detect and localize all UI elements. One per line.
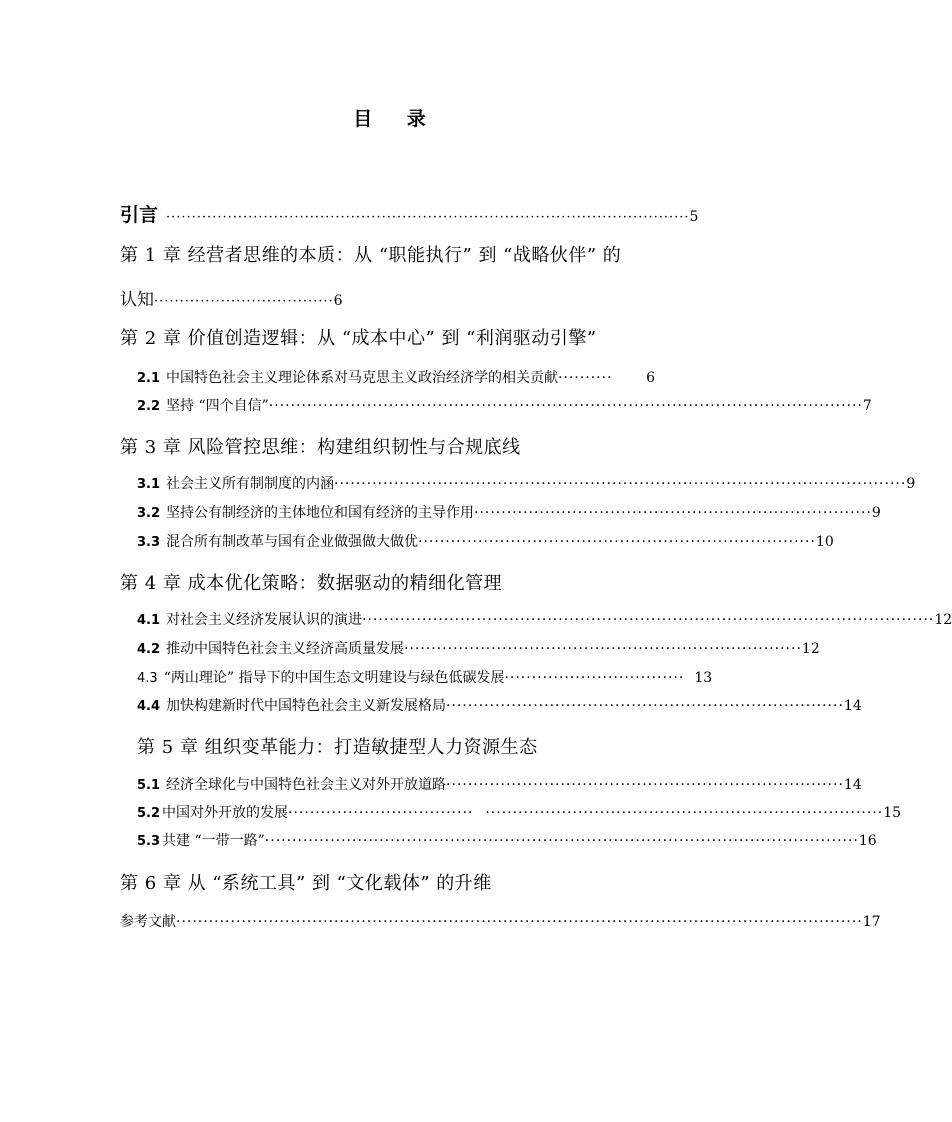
- toc-entry-3-2[interactable]: [137, 502, 881, 522]
- section-number: 4.3: [137, 671, 158, 686]
- toc-page: 9: [906, 476, 916, 492]
- toc-label: 认知: [120, 290, 154, 310]
- toc-entry-4-3[interactable]: [137, 667, 713, 687]
- section-number: 4.4: [137, 699, 161, 714]
- toc-entry-2-1[interactable]: [137, 367, 655, 387]
- leader-dots: ··································: [288, 805, 474, 821]
- toc-page: 14: [843, 777, 862, 793]
- toc-entry-3-3[interactable]: [137, 531, 834, 551]
- section-number: 5.2: [137, 806, 161, 821]
- page-title: 目 录: [353, 108, 440, 130]
- toc-entry-5-3[interactable]: [137, 830, 877, 850]
- toc-page: 6: [333, 293, 343, 309]
- toc-page: 16: [858, 833, 877, 849]
- toc-label: 坚持公有制经济的主体地位和国有经济的主导作用: [166, 505, 475, 521]
- toc-entry-ch6[interactable]: [120, 869, 492, 895]
- toc-page: 12: [934, 612, 952, 628]
- section-number: 3.2: [137, 506, 161, 521]
- toc-entry-ch5[interactable]: [137, 733, 538, 759]
- toc-label: 推动中国特色社会主义经济高质量发展: [166, 641, 405, 657]
- leader-dots: ·········································································: [474, 505, 872, 521]
- toc-label: 混合所有制改革与国有企业做强做大做优: [166, 534, 419, 550]
- toc-label: 参考文献: [120, 914, 176, 930]
- toc-page: 6: [646, 370, 655, 386]
- leader-dots: ·································: [504, 670, 685, 686]
- toc-label: 社会主义所有制制度的内涵: [166, 476, 335, 492]
- toc-page: 15: [883, 805, 902, 821]
- toc-page: 7: [862, 398, 872, 414]
- toc-label: 经济全球化与中国特色社会主义对外开放道路: [166, 777, 447, 793]
- section-number: 2.2: [137, 399, 161, 414]
- toc-page: 10: [815, 534, 834, 550]
- toc-page: 17: [862, 914, 881, 930]
- toc-entry-ch3[interactable]: [120, 433, 521, 459]
- section-number: 2.1: [137, 371, 161, 386]
- toc-entry-4-2[interactable]: [137, 638, 820, 658]
- toc-label: 第 2 章 价值创造逻辑：从 “成本中心” 到 “利润驱动引擎”: [120, 328, 597, 349]
- leader-dots: ······························································································································: [176, 914, 863, 930]
- toc-label: 第 6 章 从 “系统工具” 到 “文化载体” 的升维: [120, 873, 492, 894]
- toc-label: 对社会主义经济发展认识的演进: [166, 612, 363, 628]
- toc-label: 第 4 章 成本优化策略：数据驱动的精细化管理: [120, 573, 503, 594]
- toc-page: 13: [694, 670, 713, 686]
- leader-dots: ·············································································································: [268, 398, 863, 414]
- toc-label: 坚持 “四个自信”: [166, 398, 269, 414]
- section-number: 4.1: [137, 613, 161, 628]
- leader-dots: ··········: [558, 370, 613, 386]
- toc-entry-ch1[interactable]: [120, 241, 621, 267]
- toc-label: 中国对外开放的发展: [162, 805, 289, 821]
- leader-dots: ·········································································: [404, 641, 802, 657]
- leader-dots: ······································································································: [166, 210, 690, 225]
- toc-entry-5-2[interactable]: [137, 802, 902, 822]
- toc-page: 14: [843, 698, 862, 714]
- toc-entry-3-1[interactable]: [137, 473, 916, 493]
- toc-label: “两山理论” 指导下的中国生态文明建设与绿色低碳发展: [163, 670, 505, 686]
- section-number: 4.2: [137, 642, 161, 657]
- section-number: 3.3: [137, 535, 161, 550]
- toc-entry-ch4[interactable]: [120, 569, 502, 595]
- leader-dots: ·········································································: [418, 534, 816, 550]
- section-number: 5.3: [137, 834, 161, 849]
- leader-dots: ·············································································································: [264, 833, 859, 849]
- toc-label: 共建 “一带一路”: [162, 833, 265, 849]
- toc-page: 12: [801, 641, 820, 657]
- leader-dots: ···································: [154, 294, 334, 309]
- toc-entry-ch1-cont[interactable]: [120, 285, 343, 310]
- toc-entry-references[interactable]: [120, 911, 881, 931]
- toc-label: 加快构建新时代中国特色社会主义新发展格局: [166, 698, 447, 714]
- toc-entry-ch2[interactable]: [120, 324, 597, 350]
- toc-entry-4-4[interactable]: [137, 695, 862, 715]
- section-number: 5.1: [137, 778, 161, 793]
- leader-dots: ·········································································································: [334, 476, 907, 492]
- toc-label: 第 3 章 风险管控思维：构建组织韧性与合规底线: [120, 437, 521, 458]
- toc-label: 第 1 章 经营者思维的本质：从 “职能执行” 到 “战略伙伴” 的: [120, 245, 622, 266]
- leader-dots: ·········································································: [446, 698, 844, 714]
- leader-dots: ·········································································: [485, 805, 884, 821]
- toc-entry-5-1[interactable]: [137, 774, 862, 794]
- toc-page: 9: [871, 505, 881, 521]
- toc-label: 中国特色社会主义理论体系对马克思主义政治经济学的相关贡献: [166, 370, 559, 386]
- toc-label: 第 5 章 组织变革能力：打造敏捷型人力资源生态: [137, 737, 538, 758]
- section-number: 3.1: [137, 477, 161, 492]
- toc-label: 引言: [120, 204, 159, 226]
- toc-entry-intro[interactable]: [120, 200, 699, 227]
- leader-dots: ·········································································································: [362, 612, 935, 628]
- toc-entry-4-1[interactable]: [137, 609, 952, 629]
- toc-entry-2-2[interactable]: [137, 395, 872, 415]
- leader-dots: ·········································································: [446, 777, 844, 793]
- toc-page: 5: [689, 209, 699, 225]
